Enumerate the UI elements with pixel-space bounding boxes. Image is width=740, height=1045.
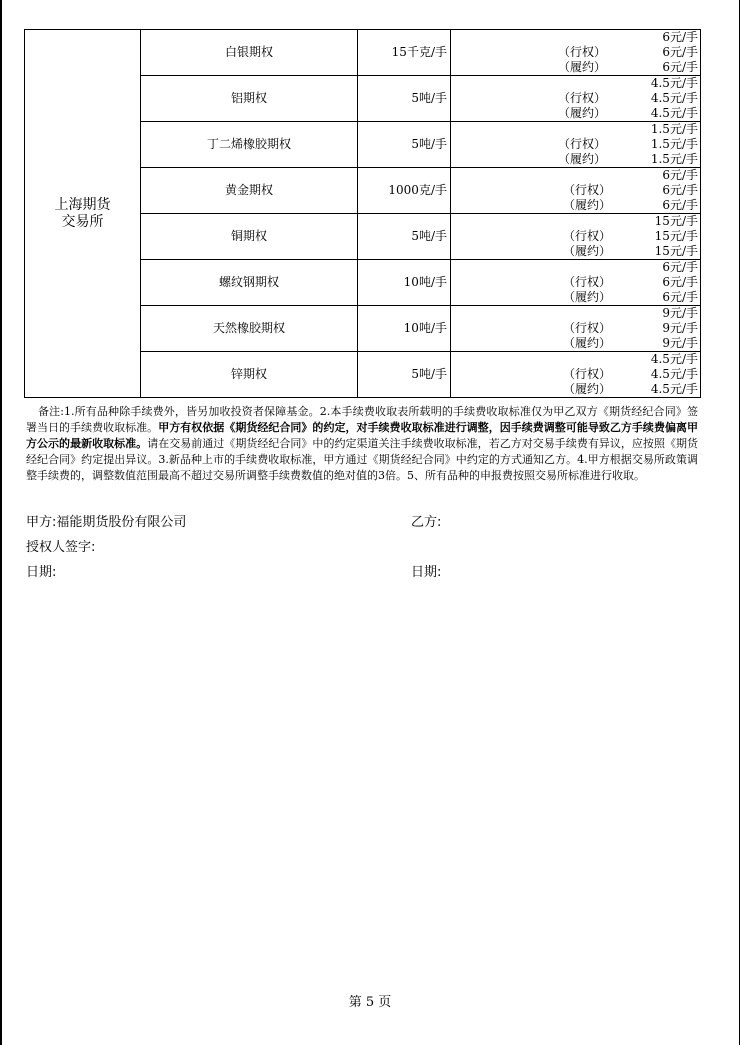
remarks-paragraph xyxy=(26,404,698,484)
fee-exercise: 4.5元/手 xyxy=(650,367,698,381)
fee-trade: 15元/手 xyxy=(654,214,698,228)
fee-perform: 4.5元/手 xyxy=(650,382,698,396)
trade-unit: 5吨/手 xyxy=(358,122,451,168)
fee-table-body xyxy=(25,30,701,398)
exercise-tag: （行权） xyxy=(563,275,612,289)
product-name: 锌期权 xyxy=(141,352,358,398)
exercise-tag: （行权） xyxy=(563,367,612,381)
remarks-text-2: 请在交易前通过《期货经纪合同》中的约定渠道关注手续费收取标准，若乙方对交易手续费有异议，应按照《期货经纪合同》约定提出异议。3.新品种上市的手续费收取标准，甲方通过《期货经纪合同》中约定的方式通知乙方。4.甲方根据交易所政策调整手续费的，调整数值范围最高不超过交易所调整手续费数值的绝对值的3倍。5、所有品种的申报费按照交易所标准进行收取。 xyxy=(26,437,699,482)
fee-table xyxy=(24,29,701,398)
perform-tag: （履约） xyxy=(563,198,612,212)
fee-exercise: 6元/手 xyxy=(662,183,698,197)
fee-perform: 6元/手 xyxy=(662,198,698,212)
fee-cell xyxy=(451,352,701,398)
fee-trade: 6元/手 xyxy=(662,168,698,182)
fee-exercise: 1.5元/手 xyxy=(650,137,698,151)
fee-perform: 9元/手 xyxy=(662,336,698,350)
fee-perform: 15元/手 xyxy=(654,244,698,258)
fee-perform: 4.5元/手 xyxy=(650,106,698,120)
trade-unit: 5吨/手 xyxy=(358,352,451,398)
perform-tag: （履约） xyxy=(563,290,612,304)
fee-perform: 1.5元/手 xyxy=(650,152,698,166)
trade-unit: 5吨/手 xyxy=(358,76,451,122)
product-name: 白银期权 xyxy=(141,30,358,76)
fee-perform: 6元/手 xyxy=(662,290,698,304)
perform-tag: （履约） xyxy=(558,60,607,74)
fee-cell xyxy=(451,260,701,306)
fee-values xyxy=(662,306,698,351)
fee-values xyxy=(655,214,698,259)
exercise-tag: （行权） xyxy=(558,45,607,59)
exercise-tag: （行权） xyxy=(558,137,607,151)
fee-exercise: 6元/手 xyxy=(662,45,698,59)
date-b-label: 日期: xyxy=(411,565,442,580)
fee-tags xyxy=(563,367,611,397)
fee-tags xyxy=(563,321,611,351)
perform-tag: （履约） xyxy=(563,382,612,396)
product-name: 黄金期权 xyxy=(141,168,358,214)
fee-exercise: 15元/手 xyxy=(654,229,698,243)
perform-tag: （履约） xyxy=(563,336,612,350)
exercise-tag: （行权） xyxy=(563,229,612,243)
product-name: 天然橡胶期权 xyxy=(141,306,358,352)
party-a-label: 甲方:福能期货股份有限公司 xyxy=(26,515,187,530)
remarks-bold-text: 甲方有权依据《期货经纪合同》的约定，对手续费收取标准进行调整，因手续费调整可能导致乙方手续费偏离甲方公示的最新收取标准。 xyxy=(26,421,698,450)
exchange-name: 上海期货交易所 xyxy=(54,196,111,230)
fee-cell xyxy=(451,214,701,260)
exercise-tag: （行权） xyxy=(558,91,607,105)
fee-values xyxy=(651,352,698,397)
authorized-signature-label: 授权人签字: xyxy=(26,540,96,555)
fee-cell xyxy=(451,168,701,214)
fee-trade: 6元/手 xyxy=(662,260,698,274)
trade-unit: 10吨/手 xyxy=(358,306,451,352)
table-row xyxy=(25,30,701,76)
fee-values xyxy=(662,30,698,75)
fee-cell xyxy=(451,306,701,352)
perform-tag: （履约） xyxy=(558,152,607,166)
trade-unit: 5吨/手 xyxy=(358,214,451,260)
exercise-tag: （行权） xyxy=(563,183,612,197)
party-b-label: 乙方: xyxy=(411,515,442,530)
fee-exercise: 9元/手 xyxy=(662,321,698,335)
remarks-text-1: 备注:1.所有品种除手续费外，皆另加收投资者保障基金。2.本手续费收取表所载明的手续费收取标准仅为甲乙双方《期货经纪合同》签署当日的手续费收取标准。 xyxy=(26,405,698,434)
fee-tags xyxy=(558,137,606,167)
date-a-label: 日期: xyxy=(26,565,57,580)
fee-values xyxy=(651,76,698,121)
fee-tags xyxy=(563,275,611,305)
perform-tag: （履约） xyxy=(563,244,612,258)
trade-unit: 1000克/手 xyxy=(358,168,451,214)
product-name: 铜期权 xyxy=(141,214,358,260)
fee-cell xyxy=(451,122,701,168)
product-name: 铝期权 xyxy=(141,76,358,122)
fee-values xyxy=(662,168,698,213)
fee-trade: 4.5元/手 xyxy=(650,352,698,366)
trade-unit: 15千克/手 xyxy=(358,30,451,76)
fee-trade: 1.5元/手 xyxy=(650,122,698,136)
fee-cell xyxy=(451,30,701,76)
fee-trade: 9元/手 xyxy=(662,306,698,320)
fee-trade: 6元/手 xyxy=(662,30,698,44)
fee-trade: 4.5元/手 xyxy=(650,76,698,90)
product-name: 丁二烯橡胶期权 xyxy=(141,122,358,168)
fee-exercise: 4.5元/手 xyxy=(650,91,698,105)
fee-cell xyxy=(451,76,701,122)
fee-perform: 6元/手 xyxy=(662,60,698,74)
fee-tags xyxy=(558,45,606,75)
exchange-cell xyxy=(25,30,141,398)
exercise-tag: （行权） xyxy=(563,321,612,335)
page-border-left xyxy=(0,0,2,1045)
fee-tags xyxy=(563,229,611,259)
fee-values xyxy=(662,260,698,305)
fee-tags xyxy=(563,183,611,213)
perform-tag: （履约） xyxy=(558,106,607,120)
fee-exercise: 6元/手 xyxy=(662,275,698,289)
page-number: 第 5 页 xyxy=(348,995,392,1010)
trade-unit: 10吨/手 xyxy=(358,260,451,306)
fee-tags xyxy=(558,91,606,121)
product-name: 螺纹钢期权 xyxy=(141,260,358,306)
fee-values xyxy=(651,122,698,167)
